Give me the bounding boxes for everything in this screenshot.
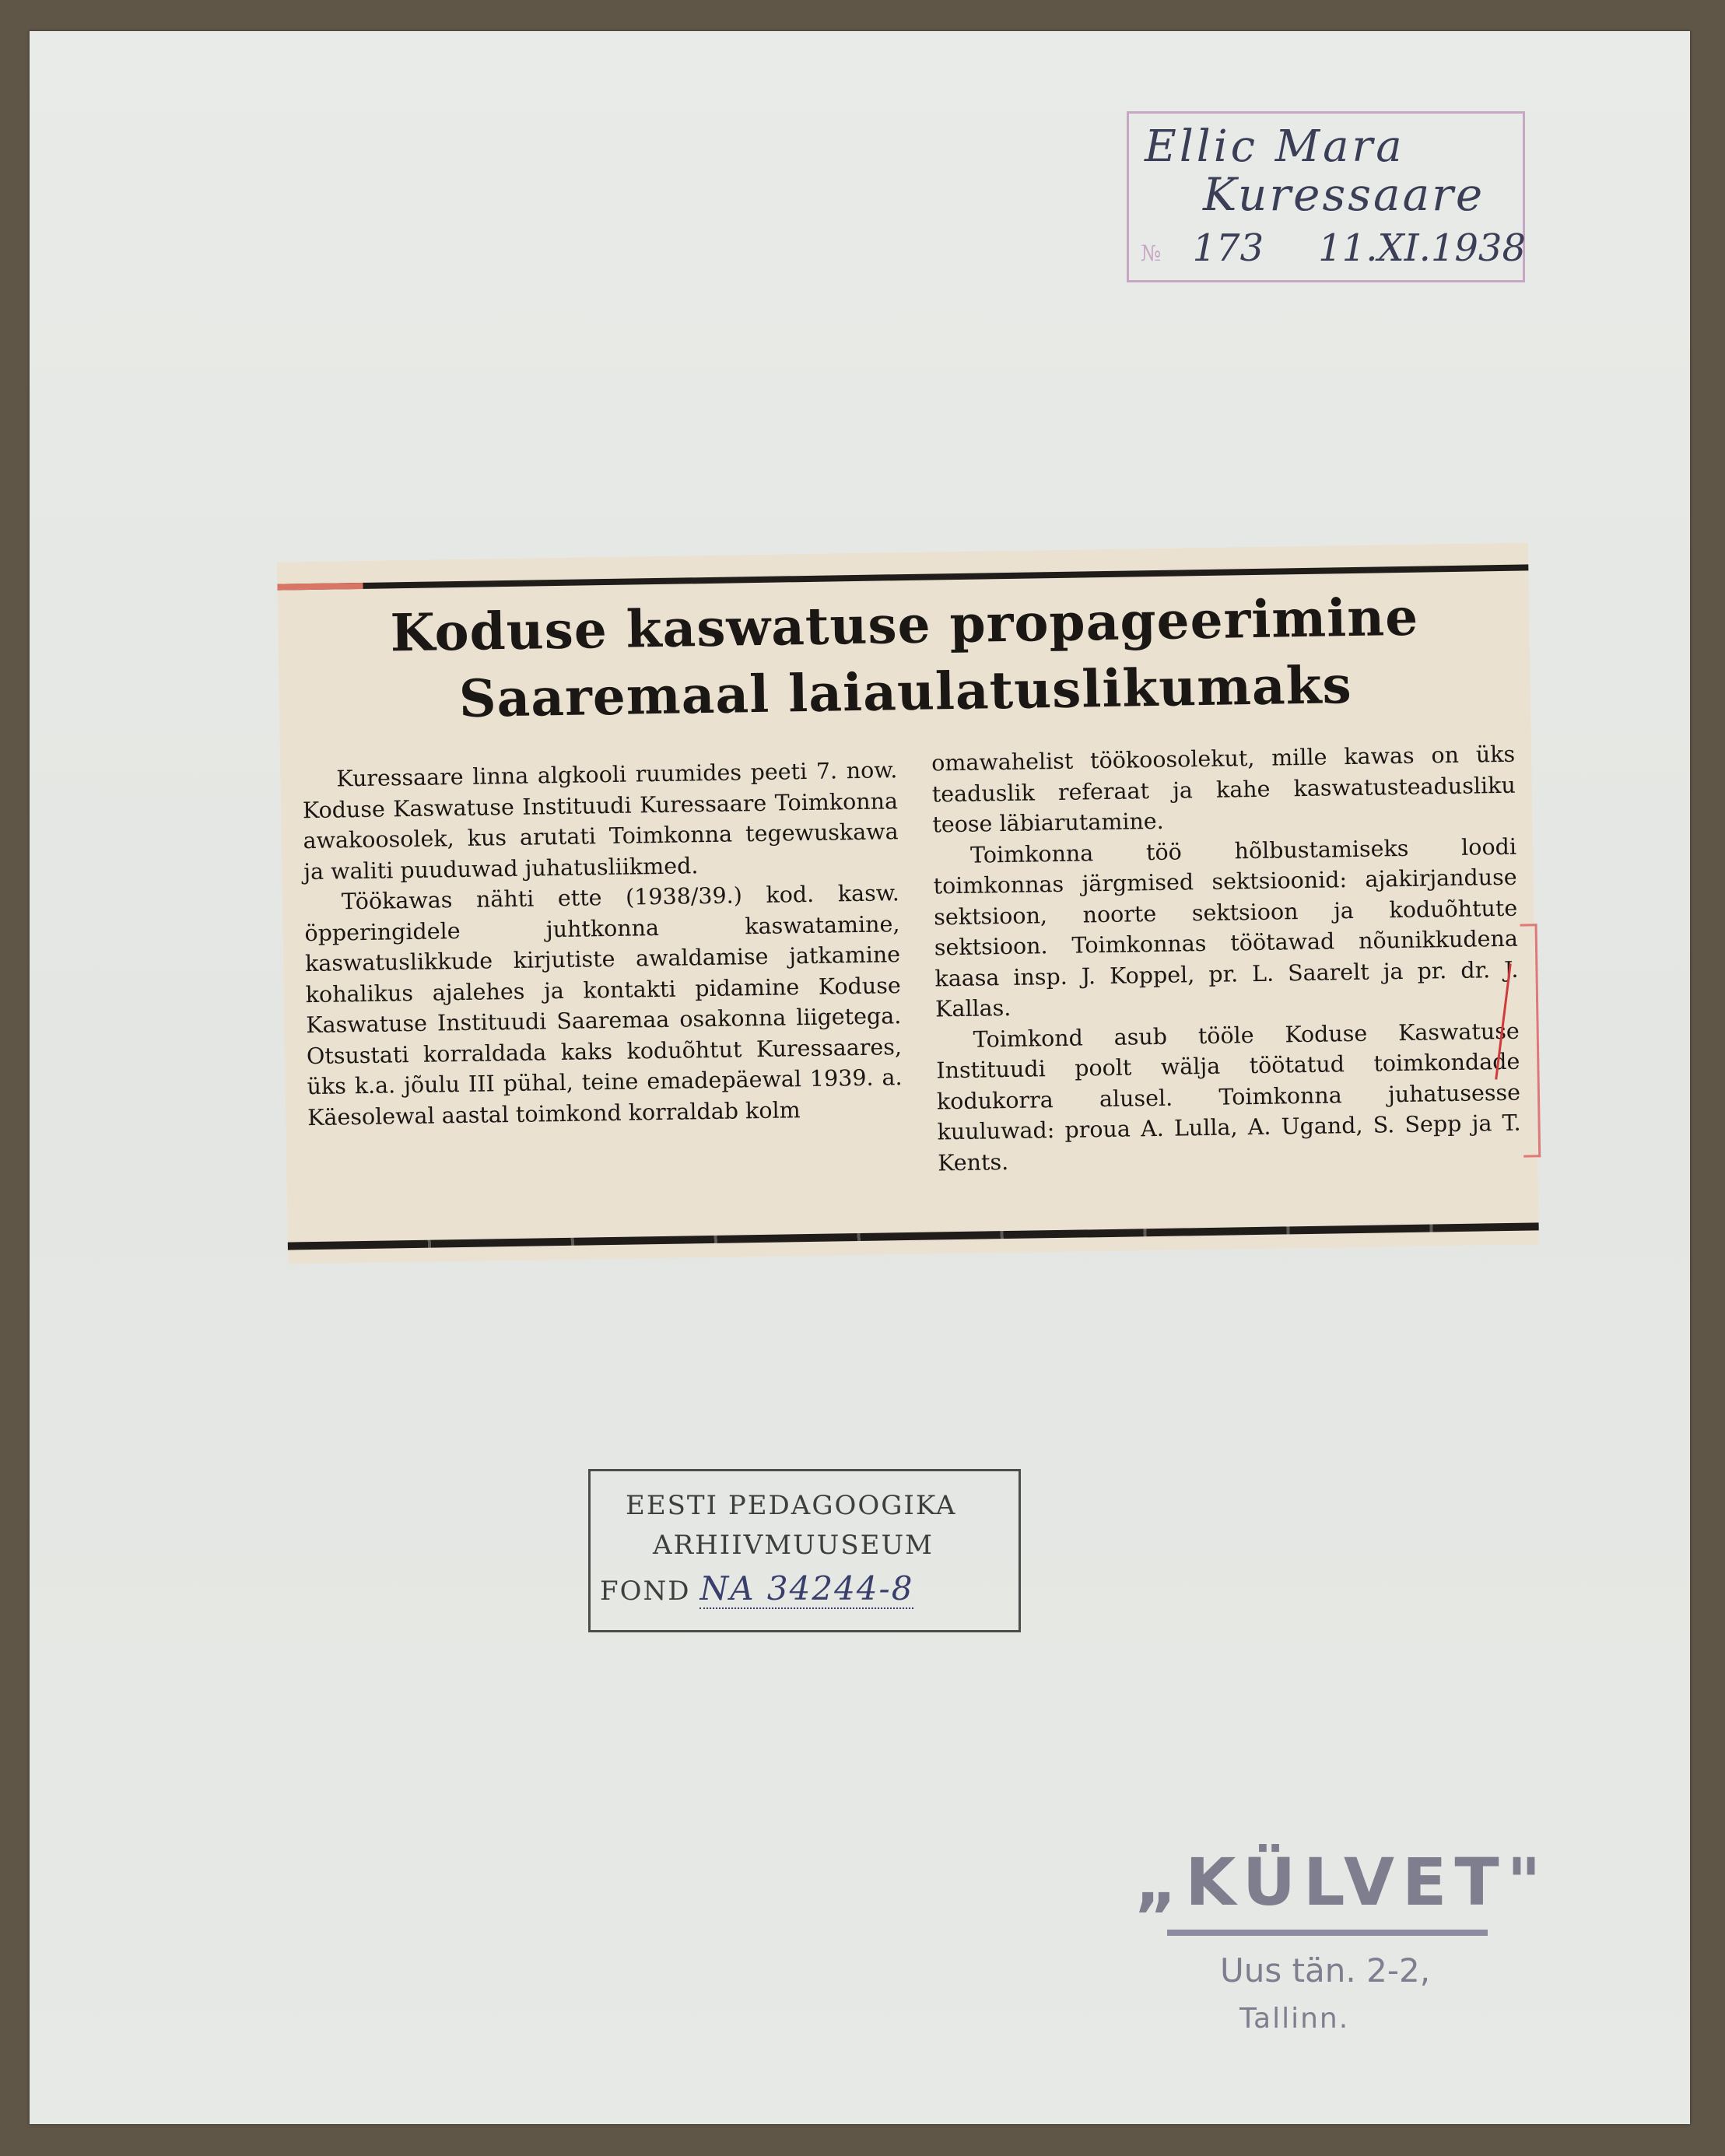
- archive-stamp-line1: EESTI PEDAGOOGIKA: [626, 1490, 957, 1521]
- number-label: №: [1141, 240, 1162, 266]
- registry-date: 11.XI.1938: [1318, 226, 1527, 270]
- clipping-column-right: [931, 739, 1522, 1179]
- handwritten-place: Kuressaare: [1203, 168, 1485, 221]
- kulvet-publisher-stamp: [1134, 1844, 1549, 2077]
- kulvet-name: „KÜLVET": [1134, 1844, 1549, 1920]
- kulvet-address: Uus tän. 2-2,: [1220, 1951, 1431, 1989]
- article-paragraph: Töökawas nähti ette (1938/39.) kod. kasw. öpperingidele juhtkonna kaswatamine, kaswatuslikkude kirjutiste awaldamise jatkamine kohalikus ajalehes ja kontakti pidamine Koduse Kaswatuse Instituudi Saaremaa osakonna liigetega. Otsustati korraldada kaks koduõhtut Kuressaares, üks k.a. jõulu III pühal, teine emadepäewal 1939. a. Käesolewal aastal toimkond korraldab kolm: [304, 880, 903, 1131]
- registry-number: 173: [1192, 226, 1264, 270]
- article-paragraph: Toimkond asub tööle Koduse Kaswatuse Instituudi poolt wälja töötatud toimkondade kodukorra alusel. Toimkonna juhatusesse kuuluwad: proua A. Lulla, A. Ugand, S. Sepp ja T. Kents.: [936, 1018, 1521, 1176]
- clipping-column-left: [302, 755, 903, 1133]
- article-paragraph: Kuressaare linna algkooli ruumides peeti 7. now. Koduse Kaswatuse Instituudi Kuressaare Toimkonna awakoosolek, kus arutati Toimkonna tegewuskawa ja waliti puuduwad juhatusliikmed.: [302, 757, 899, 885]
- archive-fond-stamp: [588, 1469, 1021, 1632]
- article-paragraph: Toimkonna töö hõlbustamiseks loodi toimkonnas järgmised sektsioonid: ajakirjanduse sektsioon, noorte sektsioon ja koduõhtute sektsioon. Toimkonnas töötawad nõunikkudena kaasa insp. J. Koppel, pr. L. Saarelt ja pr. dr. J. Kallas.: [933, 833, 1519, 1022]
- clipping-bottom-rule: [288, 1222, 1539, 1250]
- fond-value: NA 34244-8: [699, 1569, 914, 1607]
- handwritten-number-date: [1141, 226, 1526, 270]
- fond-label: FOND: [600, 1576, 691, 1607]
- kulvet-underline: [1167, 1930, 1488, 1936]
- red-pencil-bracket: [1520, 924, 1541, 1157]
- newspaper-clipping: [277, 542, 1539, 1264]
- kulvet-city: Tallinn.: [1239, 2003, 1350, 2035]
- archive-stamp-fond: [600, 1569, 913, 1607]
- archive-stamp-line2: ARHIIVMUUSEUM: [653, 1530, 934, 1561]
- article-paragraph: omawahelist töökoosolekut, mille kawas on üks teaduslik referaat ja kahe kaswatusteadusliku teose läbiarutamine.: [931, 741, 1516, 838]
- archive-sheet: [30, 31, 1690, 2124]
- clipping-headline: Koduse kaswatuse propageerimine Saaremaal laiaulatuslikumaks: [389, 586, 1419, 730]
- handwritten-registry-stamp: [1127, 111, 1525, 282]
- handwritten-name: Ellic Mara: [1145, 121, 1405, 172]
